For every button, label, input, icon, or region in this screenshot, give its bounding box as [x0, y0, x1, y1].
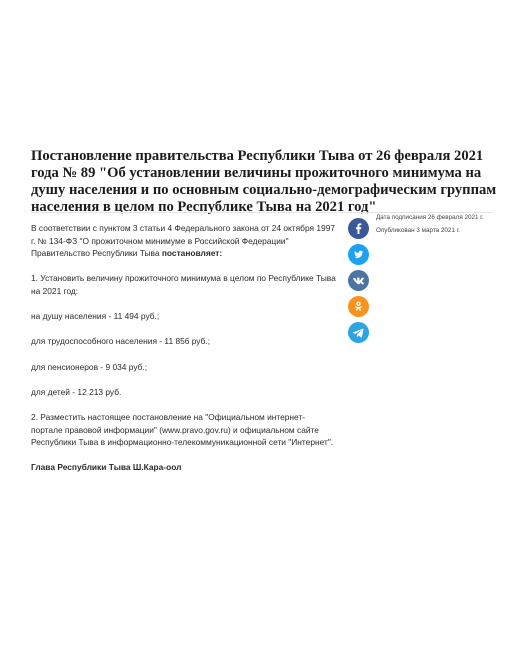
vk-icon	[348, 270, 369, 291]
page-title: Постановление правительства Республики Тыва от 26 февраля 2021 года № 89 "Об установлении величины прожиточного минимума на душу населения и по основным социально-демографическим группам населения в целом по Республике Тыва на 2021 год"	[31, 148, 497, 215]
share-facebook-button[interactable]	[348, 218, 369, 239]
intro-paragraph	[31, 222, 336, 260]
intro-decree-word: постановляет:	[161, 248, 223, 259]
facebook-icon	[348, 218, 369, 239]
odnoklassniki-icon	[348, 296, 369, 317]
clause-2: 2. Разместить настоящее постановление на "Официальном интернет-портале правовой информации" (www.pravo.gov.ru) и официальном сайте Республики Тыва в информационно-телекоммуникационной сети "Интернет".	[31, 411, 334, 448]
share-vk-button[interactable]	[348, 270, 369, 291]
share-telegram-button[interactable]	[348, 322, 369, 343]
clause-1: 1. Установить величину прожиточного минимума в целом по Республике Тыва на 2021 год:	[31, 273, 336, 296]
document-body	[31, 222, 336, 486]
share-buttons	[348, 218, 370, 348]
list-item: для пенсионеров - 9 034 руб.;	[31, 361, 148, 372]
signature: Глава Республики Тыва Ш.Кара-оол	[31, 462, 182, 473]
document-meta	[376, 211, 516, 237]
list-item: для детей - 12 213 руб.	[31, 386, 122, 397]
twitter-icon	[348, 244, 369, 265]
list-item: на душу населения - 11 494 руб.;	[31, 311, 160, 322]
share-odnoklassniki-button[interactable]	[348, 296, 369, 317]
telegram-icon	[348, 322, 369, 343]
list-item: для трудоспособного населения - 11 856 руб.;	[31, 336, 211, 347]
signed-date: Дата подписания 26 февраля 2021 г.	[376, 214, 484, 221]
intro-text: В соответствии с пунктом 3 статьи 4 Федерального закона от 24 октября 1997 г. № 134-ФЗ "О прожиточном минимуме в Российской Федерации" Правительство Республики Тыва	[31, 223, 336, 259]
share-twitter-button[interactable]	[348, 244, 369, 265]
published-date: Опубликован 3 марта 2021 г.	[376, 227, 460, 234]
